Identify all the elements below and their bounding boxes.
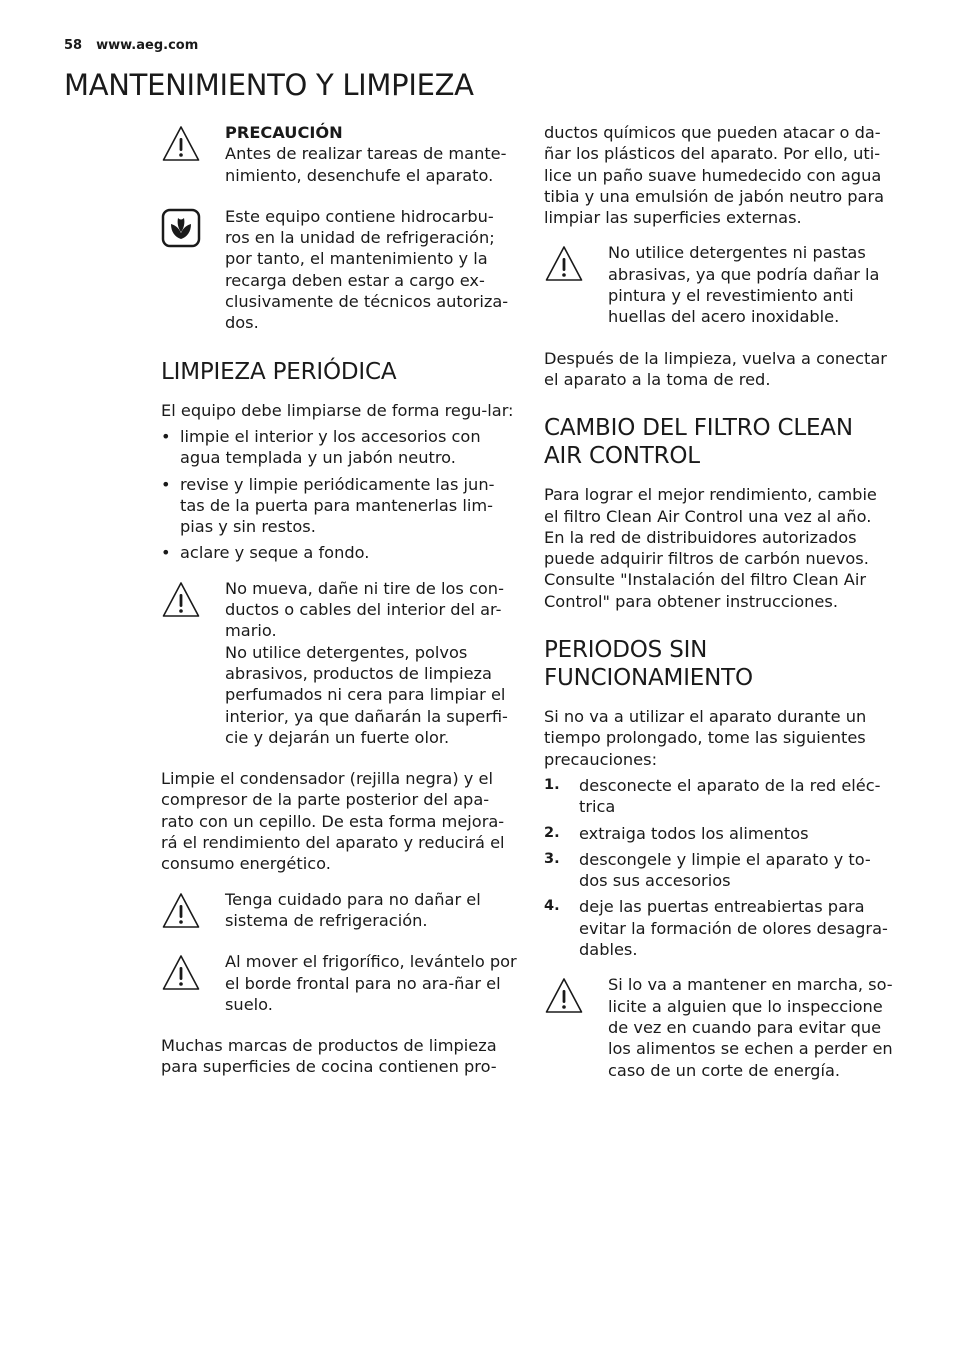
list-item bbox=[544, 896, 896, 960]
condenser-paragraph: Limpie el condensador (rejilla negra) y el compresor de la parte posterior del apa-rato con un cepillo. De esta forma mejora-rá el rendimiento del aparato y reducirá el consumo energético. bbox=[161, 769, 505, 874]
after-cleaning-paragraph: Después de la limpieza, vuelva a conectar el aparato a la toma de red. bbox=[544, 348, 887, 389]
warning-note bbox=[161, 578, 517, 748]
filter-paragraph: Para lograr el mejor rendimiento, cambie el filtro Clean Air Control una vez al año. En la red de distribuidores autorizados puede adquirir filtros de carbón nuevos. Consulte "Instalación del filtro Clean Air Control" para obtener instrucciones. bbox=[544, 485, 877, 611]
warning-triangle-icon bbox=[161, 580, 201, 620]
warning-text: Al mover el frigorífico, levántelo por el borde frontal para no ara-ñar el suelo. bbox=[225, 952, 517, 1014]
step-text: desconecte el aparato de la red eléc-trica bbox=[579, 775, 881, 817]
warning-text: No utilice detergentes ni pastas abrasivas, ya que podría dañar la pintura y el revestimiento anti huellas del acero inoxidable. bbox=[608, 243, 880, 327]
step-number: 3. bbox=[544, 850, 560, 867]
warning-triangle-icon bbox=[161, 891, 201, 931]
section-heading-inactive-periods bbox=[544, 636, 896, 692]
warning-note bbox=[161, 951, 517, 1015]
page-title: MANTENIMIENTO Y LIMPIEZA bbox=[64, 68, 474, 102]
list-item bbox=[544, 823, 896, 844]
page-number: 58 bbox=[64, 38, 83, 53]
warning-text: No mueva, dañe ni tire de los con-ductos o cables del interior del ar-mario. bbox=[225, 578, 504, 641]
right-column bbox=[544, 122, 896, 1081]
heading-line: CAMBIO DEL FILTRO CLEAN bbox=[544, 415, 853, 442]
caution-heading: PRECAUCIÓN bbox=[225, 123, 343, 142]
warning-note bbox=[544, 242, 896, 327]
step-number: 4. bbox=[544, 898, 560, 915]
warning-text: No utilice detergentes, polvos abrasivos, productos de limpieza perfumados ni cera para limpiar el interior, ya que dañarán la superfi-cie y dejarán un fuerte olor. bbox=[225, 642, 508, 747]
warning-text: Tenga cuidado para no dañar el sistema de refrigeración. bbox=[225, 889, 481, 930]
step-number: 2. bbox=[544, 824, 560, 841]
periodic-intro: El equipo debe limpiarse de forma regu-lar: bbox=[161, 400, 514, 420]
step-text: descongele y limpie el aparato y to-dos sus accesorios bbox=[579, 849, 871, 891]
heading-line: PERIODOS SIN bbox=[544, 637, 708, 664]
warning-triangle-icon bbox=[544, 976, 584, 1016]
heading-line: AIR CONTROL bbox=[544, 443, 700, 470]
step-number: 1. bbox=[544, 776, 560, 793]
list-item: • revise y limpie periódicamente las jun-tas de la puerta para mantenerlas lim-pias y sin restos. bbox=[161, 474, 517, 538]
warning-text: Si lo va a mantener en marcha, so-licite a alguien que lo inspeccione de vez en cuando para evitar que los alimentos se echen a perder en caso de un corte de energía. bbox=[608, 975, 893, 1080]
environment-note bbox=[161, 206, 517, 334]
caution-text: Antes de realizar tareas de mante-nimiento, desenchufe el aparato. bbox=[225, 144, 507, 185]
page-header bbox=[64, 38, 198, 53]
warning-note bbox=[544, 974, 896, 1080]
section-heading-filter bbox=[544, 414, 896, 470]
step-text: deje las puertas entreabiertas para evitar la formación de olores desagra-dables. bbox=[579, 897, 888, 960]
environment-text: Este equipo contiene hidrocarbu-ros en la unidad de refrigeración; por tanto, el mantenimiento y la recarga deben estar a cargo ex-clusivamente de técnicos autoriza-dos. bbox=[225, 206, 509, 333]
list-item bbox=[544, 849, 896, 892]
warning-note bbox=[161, 889, 517, 932]
left-column bbox=[161, 122, 517, 1078]
cleaning-bullet-list bbox=[161, 426, 517, 564]
section-heading-periodic-cleaning: LIMPIEZA PERIÓDICA bbox=[161, 358, 397, 385]
inactive-intro: Si no va a utilizar el aparato durante un tiempo prolongado, tome las siguientes precauciones: bbox=[544, 707, 867, 769]
warning-triangle-icon bbox=[161, 953, 201, 993]
brands-paragraph: Muchas marcas de productos de limpieza para superficies de cocina contienen pro- bbox=[161, 1036, 497, 1077]
warning-triangle-icon bbox=[161, 124, 201, 164]
heading-line: FUNCIONAMIENTO bbox=[544, 665, 753, 692]
list-item: • limpie el interior y los accesorios con agua templada y un jabón neutro. bbox=[161, 426, 517, 469]
list-item: • aclare y seque a fondo. bbox=[161, 542, 517, 563]
step-text: extraiga todos los alimentos bbox=[579, 823, 809, 843]
warning-triangle-icon bbox=[544, 244, 584, 284]
caution-note bbox=[161, 122, 517, 186]
continued-paragraph: ductos químicos que pueden atacar o da-ñar los plásticos del aparato. Por ello, uti-lice un paño suave humedecido con agua tibia y una emulsión de jabón neutro para limpiar las superficies externas. bbox=[544, 123, 885, 228]
inactive-steps-list bbox=[544, 775, 896, 960]
environment-leaf-icon bbox=[161, 208, 201, 248]
list-item bbox=[544, 775, 896, 818]
website-url[interactable]: www.aeg.com bbox=[96, 38, 199, 53]
